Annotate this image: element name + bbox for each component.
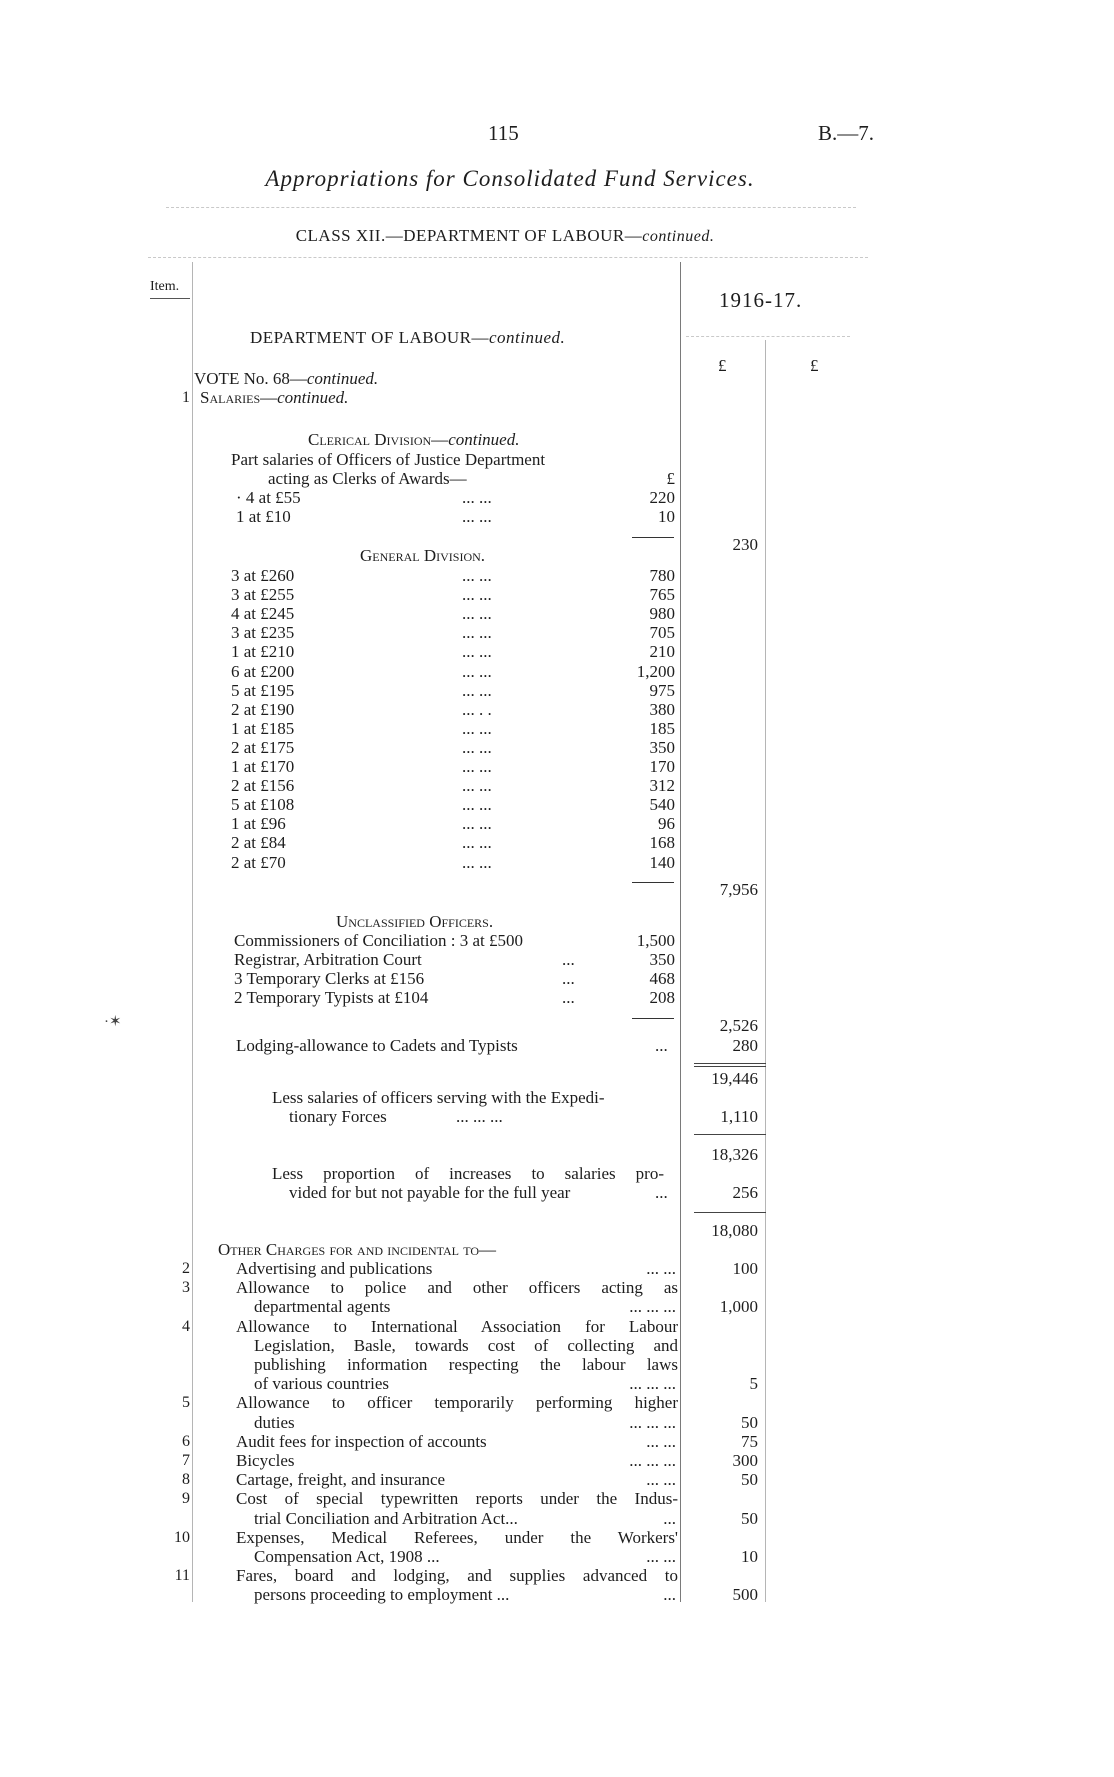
- row-label: 2 Temporary Typists at £104: [234, 988, 429, 1007]
- item-number: 11: [174, 1567, 190, 1585]
- clerical-desc-text-2: acting as Clerks of Awards—: [268, 469, 467, 488]
- general-row: [0, 566, 1114, 585]
- other-charge-line: [0, 1489, 1114, 1508]
- page-number: 115: [488, 121, 519, 145]
- general-row: [0, 700, 1114, 719]
- general-row: [0, 681, 1114, 700]
- row-label: 3 Temporary Clerks at £156: [234, 969, 425, 988]
- other-charge-amount: 50: [741, 1412, 758, 1432]
- other-charge-text: Fares, board and lodging, and supplies advanced to: [236, 1566, 678, 1586]
- row-label: 1 at £185: [231, 718, 295, 738]
- row-dots: ...: [562, 969, 575, 988]
- clerical-heading: [0, 430, 1114, 449]
- general-heading-text: General Division.: [360, 546, 486, 565]
- class-heading-suffix: continued.: [642, 228, 715, 245]
- row-dots: ... ...: [462, 680, 492, 700]
- row-label: · 4 at £55: [236, 488, 301, 507]
- row-amount: 140: [649, 852, 675, 872]
- row-label: 2 at £84: [231, 833, 286, 853]
- subtotal-rule: [632, 882, 674, 883]
- row-amount: 468: [649, 969, 675, 988]
- other-charge-text: Allowance to officer temporarily performing higher: [236, 1393, 678, 1413]
- clerical-desc-text-1: Part salaries of Officers of Justice Department: [231, 450, 546, 469]
- other-charge-dots: ... ...: [646, 1259, 676, 1278]
- other-charge-dots: ... ... ...: [629, 1451, 676, 1470]
- other-charge-text: Compensation Act, 1908 ...: [254, 1547, 440, 1566]
- row-label: 2 at £190: [231, 699, 295, 719]
- item-number: 10: [174, 1528, 190, 1546]
- row-dots: ... ...: [462, 604, 492, 624]
- unclassified-row: [0, 969, 1114, 988]
- other-charge-line: [0, 1355, 1114, 1374]
- lodging-label: Lodging-allowance to Cadets and Typists: [236, 1036, 518, 1055]
- row-amount: 980: [649, 604, 675, 624]
- department-heading-text: DEPARTMENT OF LABOUR—: [250, 328, 490, 347]
- subtotal-3-row: [0, 1221, 1114, 1240]
- row-dots: ... ...: [462, 566, 492, 585]
- general-row: [0, 604, 1114, 623]
- row-label: 1 at £96: [231, 814, 286, 834]
- subtotal-3: 18,080: [711, 1221, 758, 1240]
- department-heading-suffix: continued.: [489, 328, 566, 347]
- other-charge-text: trial Conciliation and Arbitration Act...: [254, 1508, 518, 1528]
- clerical-desc-1: [0, 450, 1114, 469]
- general-row: [0, 662, 1114, 681]
- other-charge-amount: 10: [741, 1547, 758, 1566]
- row-dots: ... ...: [462, 776, 492, 796]
- row-amount: 975: [649, 680, 675, 700]
- clerical-row: [0, 488, 1114, 507]
- clerical-pound-sign: £: [666, 469, 675, 488]
- item-column-header: Item.: [150, 279, 180, 294]
- other-charge-text: duties: [254, 1412, 295, 1432]
- general-row: [0, 719, 1114, 738]
- less-increases-line-2: [0, 1183, 1114, 1202]
- less-increases-text-1: Less proportion of increases to salaries pro-: [272, 1164, 664, 1183]
- general-row: [0, 738, 1114, 757]
- other-charge-text: persons proceeding to employment ...: [254, 1585, 510, 1605]
- other-charge-amount: 75: [741, 1431, 758, 1451]
- general-total-row: [0, 872, 1114, 899]
- vote-suffix: continued.: [306, 369, 379, 388]
- unclassified-heading-text: Unclassified Officers.: [336, 912, 494, 931]
- other-charge-amount: 50: [741, 1470, 758, 1490]
- row-amount: 780: [649, 566, 675, 585]
- row-label: 4 at £245: [231, 604, 295, 624]
- other-charge-line: [0, 1259, 1114, 1278]
- less-increases-text-2: vided for but not payable for the full year: [289, 1183, 571, 1202]
- unclassified-total: 2,526: [719, 1016, 758, 1035]
- less-expeditionary-line-1: [0, 1088, 1114, 1107]
- sum-rule-1b: [694, 1066, 766, 1067]
- other-charge-text: publishing information respecting the labour laws: [254, 1355, 678, 1374]
- other-charges-heading: [0, 1240, 1114, 1259]
- item-number: 8: [182, 1471, 190, 1489]
- row-label: 1 at £10: [236, 507, 291, 526]
- page-title: Appropriations for Consolidated Fund Services.: [265, 166, 755, 191]
- other-charge-line: [0, 1547, 1114, 1566]
- lodging-row: [0, 1036, 1114, 1055]
- clerical-total: 230: [732, 535, 758, 554]
- other-charge-dots: ...: [663, 1585, 676, 1605]
- less-increases-amount: 256: [732, 1183, 758, 1202]
- general-row: [0, 833, 1114, 852]
- unclassified-row: [0, 988, 1114, 1007]
- general-total: 7,956: [719, 880, 758, 899]
- less-expeditionary-text-1: Less salaries of officers serving with the Expedi-: [272, 1088, 605, 1107]
- general-row: [0, 757, 1114, 776]
- row-dots: ... ...: [462, 833, 492, 853]
- row-amount: 540: [649, 795, 675, 815]
- row-label: 2 at £70: [231, 852, 286, 872]
- row-amount: 170: [649, 757, 675, 776]
- less-expeditionary-dots: ... ... ...: [456, 1107, 503, 1126]
- item-number: 5: [182, 1394, 190, 1412]
- general-row: [0, 585, 1114, 604]
- other-charge-dots: ... ... ...: [629, 1412, 676, 1432]
- row-label: 2 at £156: [231, 776, 295, 796]
- row-amount: 765: [649, 585, 675, 605]
- vote-text: VOTE No. 68—: [194, 369, 307, 388]
- other-charge-line: [0, 1451, 1114, 1470]
- header-divider: [166, 207, 856, 208]
- other-charge-text: of various countries: [254, 1374, 390, 1394]
- row-amount: 10: [658, 507, 675, 526]
- item-header-underline: [150, 298, 190, 299]
- row-dots: ... ...: [462, 814, 492, 834]
- currency-header-1: £: [718, 356, 727, 375]
- less-expeditionary-amount: 1,110: [720, 1107, 758, 1126]
- subtotal-2-row: [0, 1145, 1114, 1164]
- unclassified-heading: [0, 912, 1114, 931]
- other-charge-line: [0, 1336, 1114, 1355]
- row-label: 5 at £108: [231, 795, 295, 815]
- row-label: 2 at £175: [231, 737, 295, 757]
- row-dots: ... ...: [462, 623, 492, 643]
- other-charge-text: Bicycles: [236, 1451, 295, 1470]
- other-charge-dots: ... ... ...: [629, 1297, 676, 1317]
- other-charge-amount: 50: [741, 1508, 758, 1528]
- other-charge-text: Cost of special typewritten reports under the Indus-: [236, 1489, 678, 1509]
- lodging-dots: ...: [655, 1036, 668, 1055]
- row-label: Registrar, Arbitration Court: [234, 950, 422, 969]
- row-label: 1 at £170: [231, 757, 295, 776]
- row-amount: 208: [649, 988, 675, 1007]
- unclassified-total-row: [0, 1008, 1114, 1035]
- row-dots: ... ...: [462, 642, 492, 662]
- unclassified-row: [0, 950, 1114, 969]
- row-label: Commissioners of Conciliation : 3 at £500: [234, 931, 523, 950]
- other-charge-text: Audit fees for inspection of accounts: [236, 1431, 487, 1451]
- salaries-text: Salaries—: [200, 388, 278, 407]
- other-charge-dots: ... ... ...: [629, 1374, 676, 1394]
- sum-rule-2: [694, 1134, 766, 1135]
- row-amount: 705: [649, 623, 675, 643]
- other-charge-line: [0, 1509, 1114, 1528]
- row-amount: 185: [649, 718, 675, 738]
- row-label: 3 at £235: [231, 623, 295, 643]
- clerical-total-row: [0, 527, 1114, 554]
- row-amount: 168: [649, 833, 675, 853]
- other-charge-dots: ... ...: [646, 1470, 676, 1490]
- department-heading: [0, 328, 1114, 347]
- subtotal-2: 18,326: [711, 1145, 758, 1164]
- row-dots: ...: [562, 988, 575, 1007]
- other-charge-dots: ... ...: [646, 1547, 676, 1566]
- other-charge-text: departmental agents: [254, 1297, 391, 1317]
- row-amount: 220: [649, 488, 675, 507]
- other-charge-text: Cartage, freight, and insurance: [236, 1470, 446, 1490]
- item-number: 7: [182, 1452, 190, 1469]
- item-number: 4: [182, 1317, 190, 1335]
- general-row: [0, 853, 1114, 872]
- general-heading: [0, 546, 1114, 565]
- class-heading-text: CLASS XII.—DEPARTMENT OF LABOUR—: [295, 226, 643, 245]
- row-amount: 350: [649, 950, 675, 969]
- row-dots: ... ...: [462, 507, 492, 526]
- clerical-row: [0, 507, 1114, 526]
- year-column-header: 1916-17.: [719, 288, 803, 312]
- class-heading: [0, 226, 1010, 246]
- clerical-heading-suffix: continued.: [448, 430, 520, 449]
- other-charge-amount: 500: [732, 1585, 758, 1605]
- less-expeditionary-line-2: [0, 1107, 1114, 1126]
- row-amount: 1,500: [636, 931, 675, 950]
- general-row: [0, 814, 1114, 833]
- row-dots: ... ...: [462, 757, 492, 776]
- other-charge-line: [0, 1278, 1114, 1297]
- other-charge-amount: 5: [749, 1374, 758, 1394]
- other-charge-line: [0, 1297, 1114, 1316]
- row-label: 5 at £195: [231, 680, 295, 700]
- other-charge-line: [0, 1566, 1114, 1585]
- sum-rule-1: [694, 1063, 766, 1064]
- vote-line: [0, 369, 1114, 388]
- less-increases-line-1: [0, 1164, 1114, 1183]
- other-charge-line: [0, 1470, 1114, 1489]
- other-charge-line: [0, 1374, 1114, 1393]
- other-charge-line: [0, 1528, 1114, 1547]
- page-mark-icon: ·✶: [104, 1014, 122, 1030]
- other-charge-text: Advertising and publications: [236, 1259, 433, 1278]
- row-dots: ... ...: [462, 795, 492, 815]
- less-increases-dots: ...: [655, 1183, 668, 1202]
- row-label: 3 at £260: [231, 566, 295, 585]
- row-amount: 350: [649, 737, 675, 757]
- row-amount: 1,200: [636, 661, 675, 681]
- row-dots: ... ...: [462, 488, 492, 507]
- general-row: [0, 642, 1114, 661]
- other-charges-heading-text: Other Charges for and incidental to—: [218, 1240, 497, 1259]
- item-number: 3: [182, 1279, 190, 1297]
- class-divider: [148, 257, 868, 258]
- other-charge-amount: 100: [732, 1259, 758, 1278]
- other-charge-amount: 300: [732, 1451, 758, 1470]
- general-row: [0, 776, 1114, 795]
- paper-reference: B.—7.: [818, 121, 875, 145]
- clerical-heading-text: Clerical Division—: [308, 430, 449, 449]
- other-charge-text: Allowance to International Association for Labour: [236, 1316, 678, 1336]
- other-charge-line: [0, 1432, 1114, 1451]
- item-number: 9: [182, 1490, 190, 1508]
- row-label: 3 at £255: [231, 585, 295, 605]
- other-charge-line: [0, 1393, 1114, 1412]
- row-dots: ... ...: [462, 737, 492, 757]
- row-amount: 210: [649, 642, 675, 662]
- row-amount: 312: [649, 776, 675, 796]
- item-number: 2: [182, 1260, 190, 1277]
- lodging-amount: 280: [732, 1036, 758, 1055]
- row-label: 6 at £200: [231, 661, 295, 681]
- row-dots: ... . .: [462, 699, 492, 719]
- row-label: 1 at £210: [231, 642, 295, 662]
- row-amount: 96: [658, 814, 675, 834]
- other-charge-text: Expenses, Medical Referees, under the Workers': [236, 1527, 678, 1547]
- other-charge-text: Allowance to police and other officers acting as: [236, 1278, 678, 1298]
- other-charge-line: [0, 1585, 1114, 1604]
- general-row: [0, 795, 1114, 814]
- other-charge-dots: ... ...: [646, 1431, 676, 1451]
- row-dots: ... ...: [462, 718, 492, 738]
- row-dots: ... ...: [462, 585, 492, 605]
- other-charge-dots: ...: [663, 1508, 676, 1528]
- unclassified-row: [0, 931, 1114, 950]
- other-charge-line: [0, 1413, 1114, 1432]
- item-number: 1: [182, 389, 190, 406]
- row-amount: 380: [649, 699, 675, 719]
- salaries-line: [0, 388, 1114, 407]
- other-charge-line: [0, 1317, 1114, 1336]
- row-dots: ... ...: [462, 661, 492, 681]
- less-expeditionary-text-2: tionary Forces: [289, 1107, 387, 1126]
- row-dots: ... ...: [462, 852, 492, 872]
- salaries-suffix: continued.: [277, 388, 349, 407]
- other-charge-text: Legislation, Basle, towards cost of collecting and: [254, 1335, 678, 1355]
- sum-rule-3: [694, 1212, 766, 1213]
- subtotal-rule: [632, 1018, 674, 1019]
- subtotal-1: 19,446: [711, 1069, 758, 1088]
- clerical-desc-2: [0, 469, 1114, 488]
- other-charge-amount: 1,000: [719, 1297, 758, 1317]
- general-row: [0, 623, 1114, 642]
- currency-header-2: £: [810, 356, 819, 375]
- subtotal-1-row: [0, 1069, 1114, 1088]
- subtotal-rule: [632, 537, 674, 538]
- row-dots: ...: [562, 950, 575, 969]
- item-number: 6: [182, 1432, 190, 1450]
